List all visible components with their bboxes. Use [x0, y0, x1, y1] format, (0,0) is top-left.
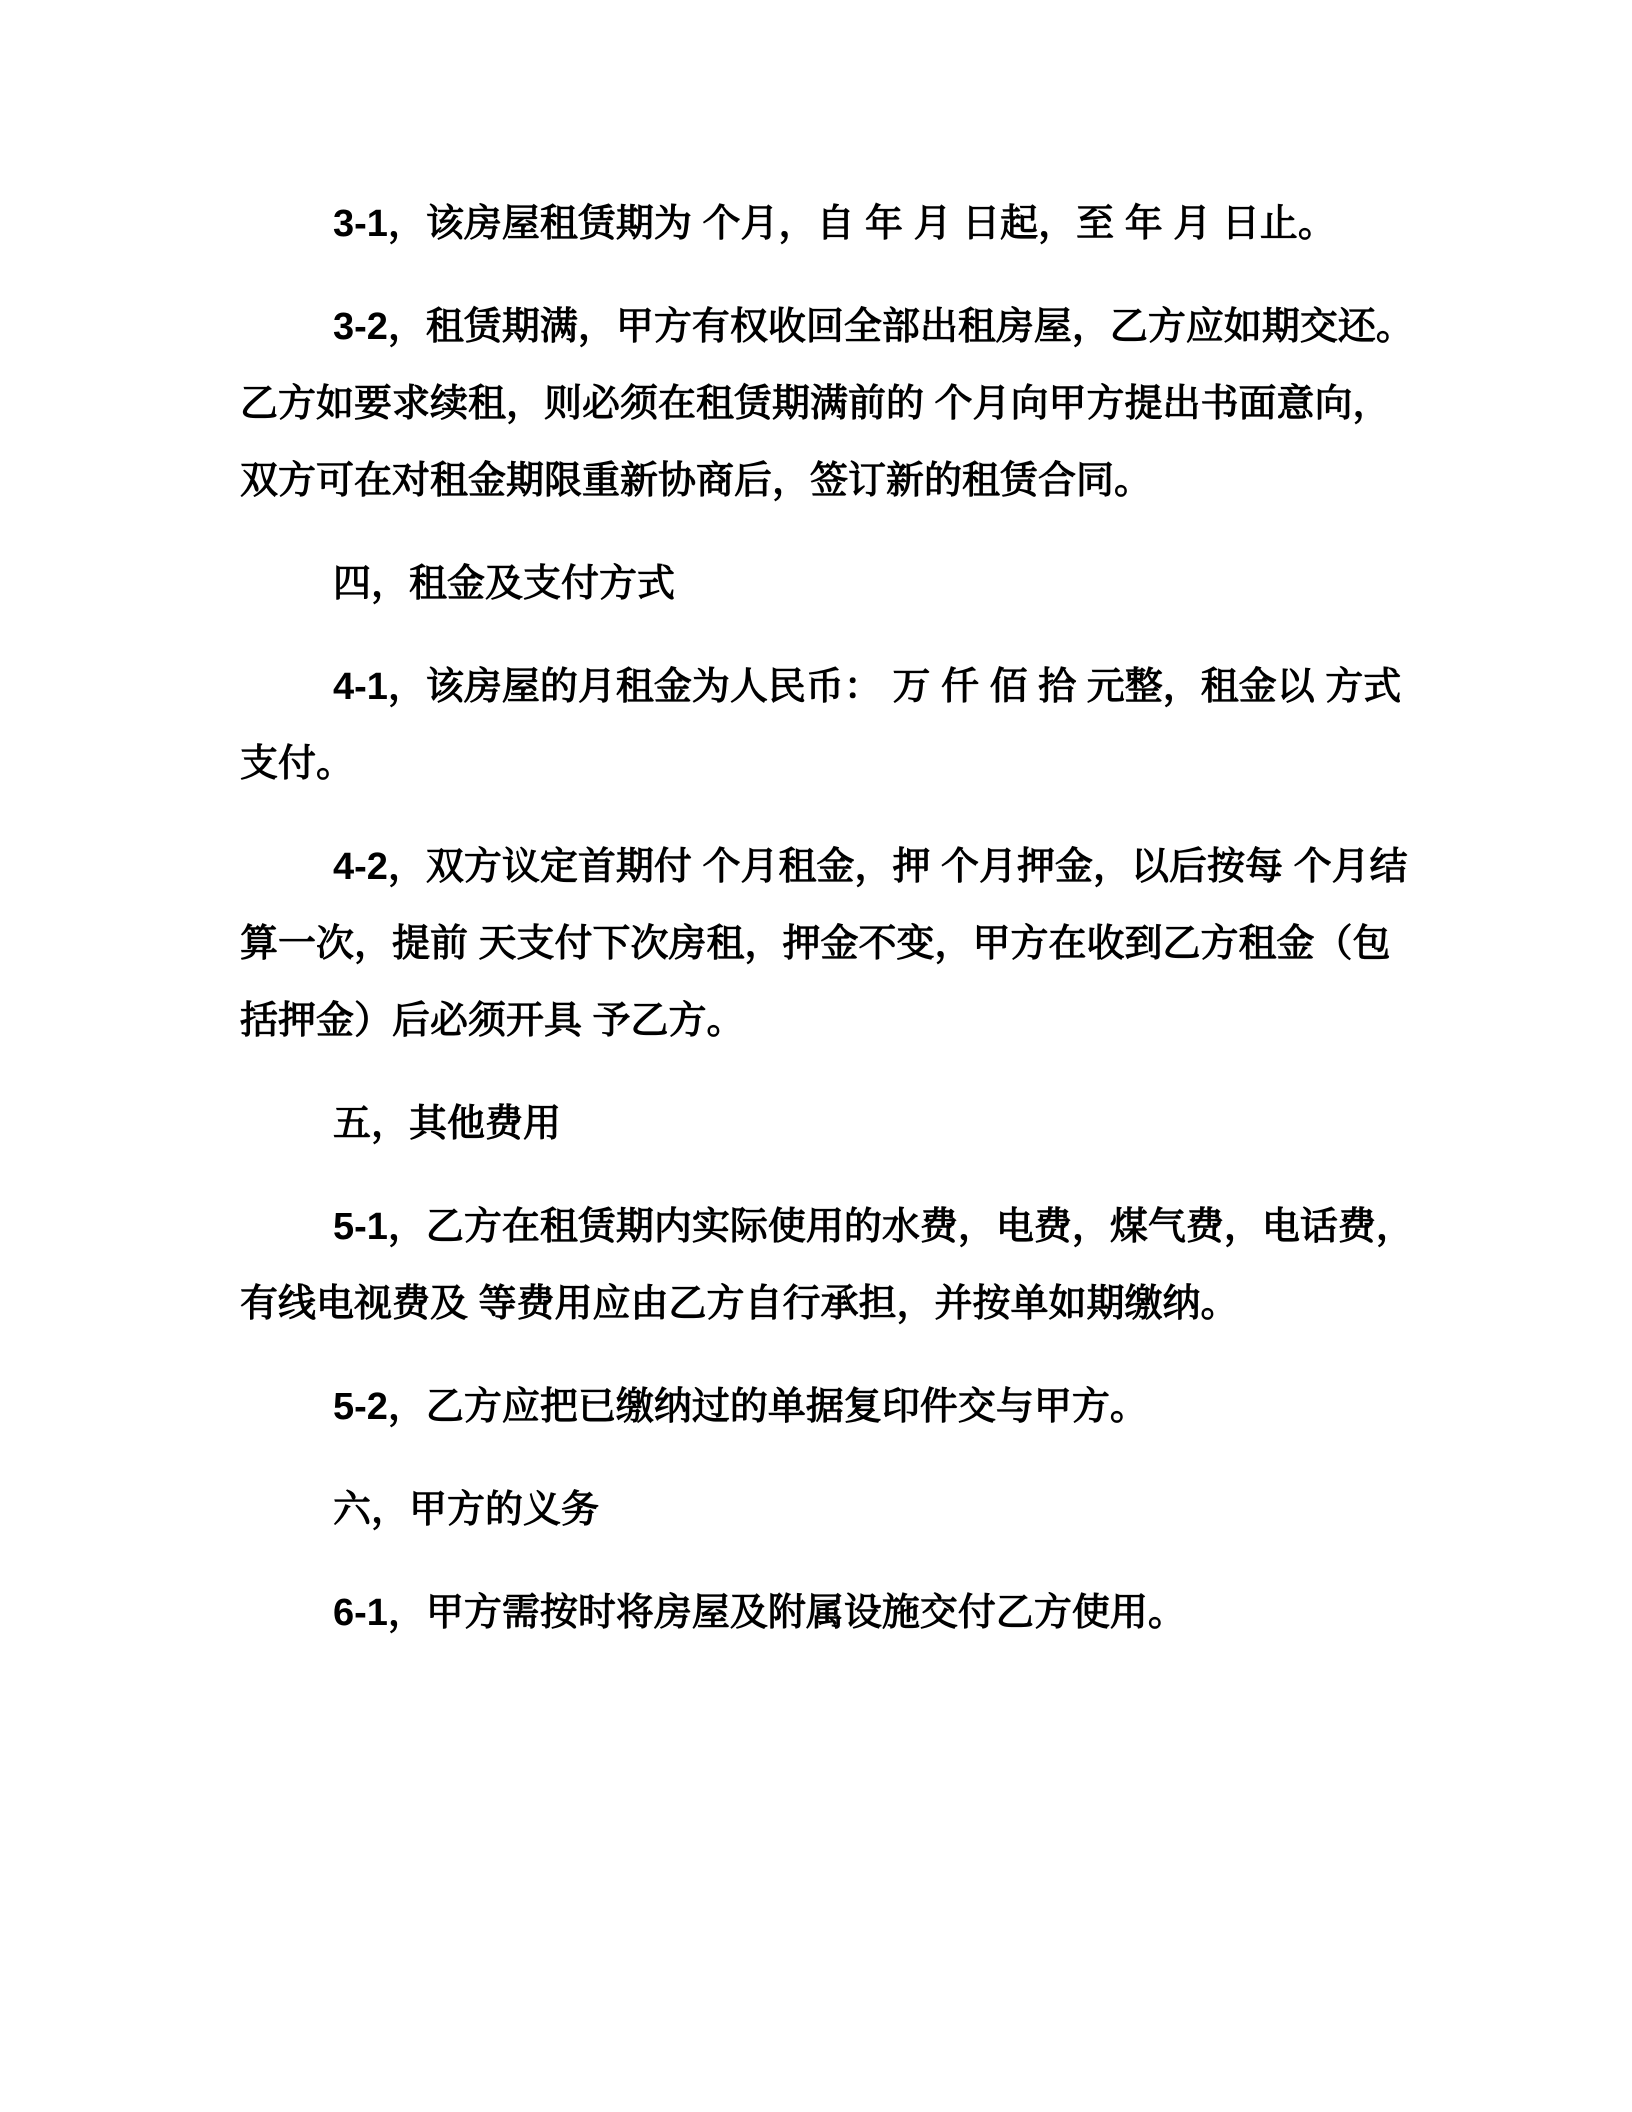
document-line: 算一次，提前 天支付下次房租，押金不变，甲方在收到乙方租金（包 [240, 923, 1391, 965]
clause-3-1 [240, 186, 1482, 263]
clause-4-2 [240, 829, 1482, 1060]
section-heading-line: 四，租金及支付方式 [333, 563, 676, 605]
section-heading-line: 六，甲方的义务 [333, 1489, 600, 1531]
document-line: 5-1，乙方在租赁期内实际使用的水费，电费，煤气费，电话费， [333, 1206, 1414, 1248]
document-line: 3-1，该房屋租赁期为 个月，自 年 月 日起，至 年 月 日止。 [333, 203, 1336, 245]
clause-5-1 [240, 1189, 1482, 1343]
document-line: 乙方如要求续租，则必须在租赁期满前的 个月向甲方提出书面意向， [240, 383, 1391, 425]
document-line: 有线电视费及 等费用应由乙方自行承担，并按单如期缴纳。 [240, 1283, 1239, 1325]
section-heading-line: 五，其他费用 [333, 1103, 562, 1145]
document-line: 5-2，乙方应把已缴纳过的单据复印件交与甲方。 [333, 1386, 1148, 1428]
document-line: 3-2，租赁期满，甲方有权收回全部出租房屋，乙方应如期交还。 [333, 306, 1414, 348]
document-line: 4-1，该房屋的月租金为人民币： 万 仟 佰 拾 元整，租金以 方式 [333, 666, 1402, 708]
document-line: 双方可在对租金期限重新协商后，签订新的租赁合同。 [240, 460, 1153, 502]
clause-4-1 [240, 649, 1482, 803]
document-line: 4-2，双方议定首期付 个月租金，押 个月押金，以后按每 个月结 [333, 846, 1408, 888]
section-6-heading [240, 1472, 1482, 1549]
section-4-heading [240, 546, 1482, 623]
document-line: 括押金）后必须开具 予乙方。 [240, 1000, 745, 1042]
section-5-heading [240, 1086, 1482, 1163]
document-line: 6-1，甲方需按时将房屋及附属设施交付乙方使用。 [333, 1592, 1186, 1634]
clause-3-2 [240, 289, 1482, 520]
clause-6-1 [240, 1575, 1482, 1652]
clause-5-2 [240, 1369, 1482, 1446]
document-line: 支付。 [240, 743, 355, 785]
